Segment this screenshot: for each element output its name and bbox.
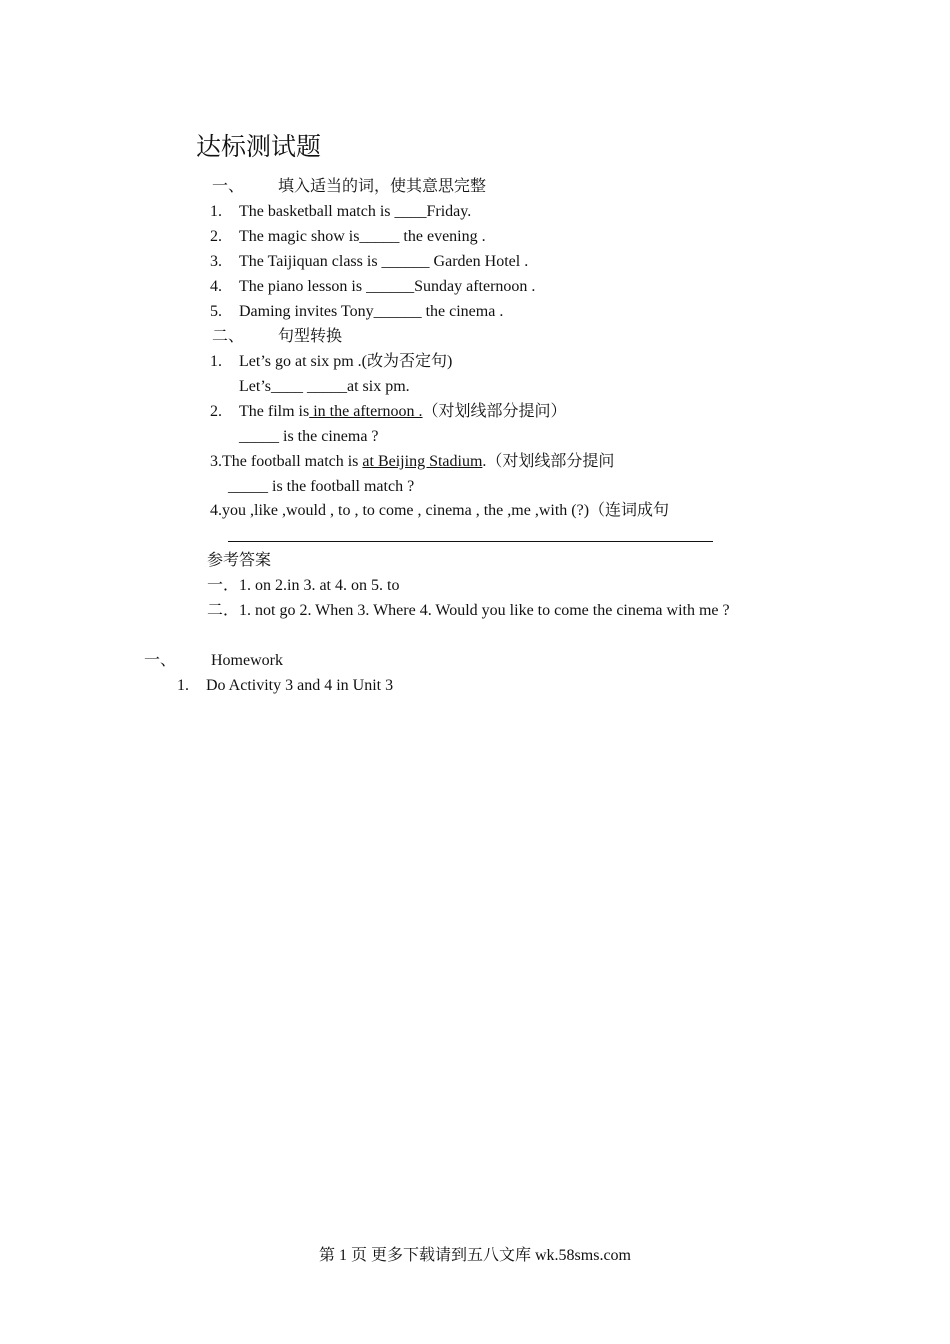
homework-item — [177, 676, 393, 696]
section2-heading: 句型转换 — [278, 328, 343, 345]
question-2 — [210, 402, 567, 422]
homework-heading: Homework — [211, 652, 283, 669]
item-number: 5. — [210, 303, 222, 320]
item-instruction: .（对划线部分提问 — [482, 453, 615, 470]
item-number: 4. — [210, 278, 222, 295]
question-4: 4.you ,like ,would , to , to come , cinema , the ,me ,with (?)（连词成句 — [210, 502, 670, 519]
answer-line: _____ is the cinema ? — [239, 428, 379, 445]
item-text: The film is — [239, 403, 310, 420]
item-number: 2. — [210, 228, 222, 245]
item-number: 1. — [210, 203, 222, 220]
answer-rule — [228, 541, 713, 542]
section2-marker: 二、 — [212, 328, 245, 345]
item-number: 3. — [210, 253, 222, 270]
item-text: Let’s go at six pm .(改为否定句) — [239, 353, 453, 370]
item-text: The magic show is_____ the evening . — [239, 228, 486, 245]
section1-marker: 一、 — [212, 178, 245, 195]
homework-marker: 一、 — [144, 652, 177, 669]
question-1 — [210, 352, 452, 372]
answer-line: Let’s____ _____at six pm. — [239, 378, 410, 395]
list-item — [210, 277, 535, 297]
item-text: The Taijiquan class is ______ Garden Hotel . — [239, 253, 529, 270]
item-text: Daming invites Tony______ the cinema . — [239, 303, 504, 320]
list-item — [210, 202, 471, 222]
item-instruction: （对划线部分提问） — [422, 403, 567, 420]
page-title: 达标测试题 — [196, 134, 322, 161]
page-footer: 第 1 页 更多下载请到五八文库 wk.58sms.com — [318, 1247, 631, 1264]
answers-line-2: 二．1. not go 2. When 3. Where 4. Would you like to come the cinema with me ? — [207, 602, 730, 619]
item-text: The piano lesson is ______Sunday afternoon . — [239, 278, 536, 295]
answers-line-1: 一．1. on 2.in 3. at 4. on 5. to — [207, 577, 400, 594]
answers-heading: 参考答案 — [207, 552, 272, 569]
answer-line: _____ is the football match ? — [228, 478, 415, 495]
item-text: The basketball match is ____Friday. — [239, 203, 472, 220]
list-item — [210, 252, 528, 272]
underlined-phrase: in the afternoon . — [309, 403, 423, 420]
underlined-phrase: at Beijing Stadium — [362, 453, 483, 470]
list-item — [210, 227, 486, 247]
item-text: 3.The football match is — [210, 453, 363, 470]
item-number: 1. — [210, 353, 222, 370]
section1-heading: 填入适当的词，使其意思完整 — [278, 178, 487, 195]
item-number: 2. — [210, 403, 222, 420]
list-item — [210, 302, 503, 322]
question-3 — [210, 452, 614, 472]
item-number: 1. — [177, 677, 189, 694]
item-text: Do Activity 3 and 4 in Unit 3 — [206, 677, 394, 694]
